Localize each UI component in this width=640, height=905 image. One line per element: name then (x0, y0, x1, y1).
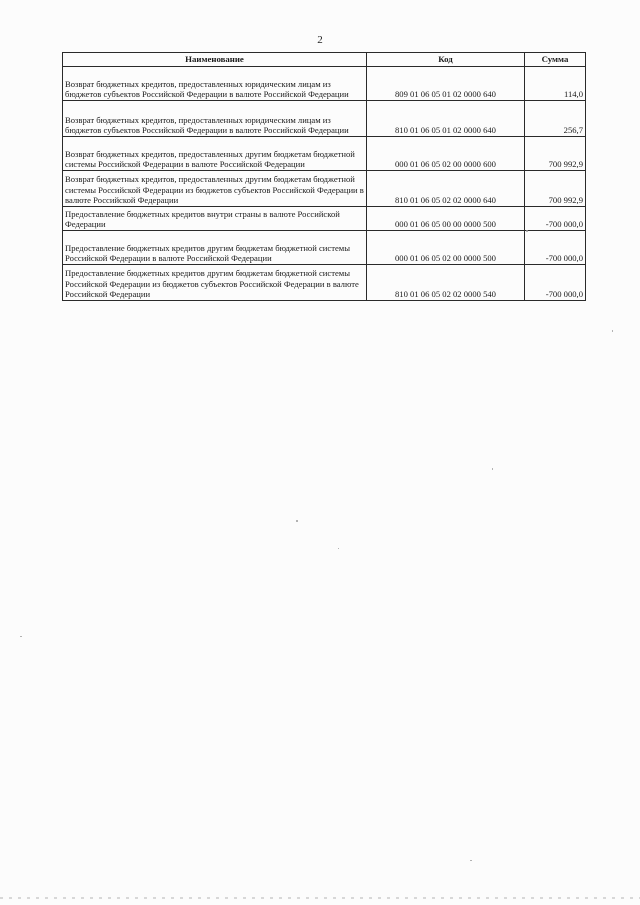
table-row (63, 231, 586, 265)
row-sum: 256,7 (525, 101, 586, 137)
row-name: Возврат бюджетных кредитов, предоставленных другим бюджетам бюджетной системы Российской Федерации в валюте Российской Федерации (63, 137, 367, 171)
row-name: Предоставление бюджетных кредитов внутри страны в валюте Российской Федерации (63, 207, 367, 231)
row-code: 810 01 06 05 01 02 0000 640 (367, 101, 525, 137)
row-sum: -700 000,0 (525, 207, 586, 231)
row-sum: -700 000,0 (525, 231, 586, 265)
row-name: Возврат бюджетных кредитов, предоставленных юридическим лицам из бюджетов субъектов Российской Федерации в валюте Российской Федерации (63, 101, 367, 137)
header-name: Наименование (63, 53, 367, 67)
row-sum: -700 000,0 (525, 265, 586, 301)
header-code: Код (367, 53, 525, 67)
scan-speck (526, 230, 528, 232)
row-sum: 700 992,9 (525, 171, 586, 207)
scan-edge-artifact (0, 897, 640, 899)
scan-speck (296, 520, 298, 522)
row-code: 000 01 06 05 00 00 0000 500 (367, 207, 525, 231)
row-code: 810 01 06 05 02 02 0000 540 (367, 265, 525, 301)
scan-speck (20, 636, 22, 637)
row-name: Возврат бюджетных кредитов, предоставленных другим бюджетам бюджетной системы Российской Федерации из бюджетов субъектов Российской Федерации в валюте Российской Федерации (63, 171, 367, 207)
row-code: 809 01 06 05 01 02 0000 640 (367, 67, 525, 101)
page-number: 2 (317, 34, 323, 46)
row-name: Возврат бюджетных кредитов, предоставленных юридическим лицам из бюджетов субъектов Российской Федерации в валюте Российской Федерации (63, 67, 367, 101)
table-row (63, 101, 586, 137)
table-header-row (63, 53, 586, 67)
scan-speck (470, 860, 472, 861)
table-row (63, 265, 586, 301)
row-name: Предоставление бюджетных кредитов другим бюджетам бюджетной системы Российской Федерации в валюте Российской Федерации (63, 231, 367, 265)
table-row (63, 67, 586, 101)
scan-speck (492, 468, 493, 470)
row-sum: 114,0 (525, 67, 586, 101)
row-name: Предоставление бюджетных кредитов другим бюджетам бюджетной системы Российской Федерации из бюджетов субъектов Российской Федерации в валюте Российской Федерации (63, 265, 367, 301)
row-code: 810 01 06 05 02 02 0000 640 (367, 171, 525, 207)
row-code: 000 01 06 05 02 00 0000 600 (367, 137, 525, 171)
row-code: 000 01 06 05 02 00 0000 500 (367, 231, 525, 265)
scan-speck (612, 330, 613, 332)
scan-speck (338, 548, 339, 549)
table-row (63, 207, 586, 231)
table-row (63, 137, 586, 171)
row-sum: 700 992,9 (525, 137, 586, 171)
budget-credits-table (62, 52, 586, 301)
table-row (63, 171, 586, 207)
header-sum: Сумма (525, 53, 586, 67)
